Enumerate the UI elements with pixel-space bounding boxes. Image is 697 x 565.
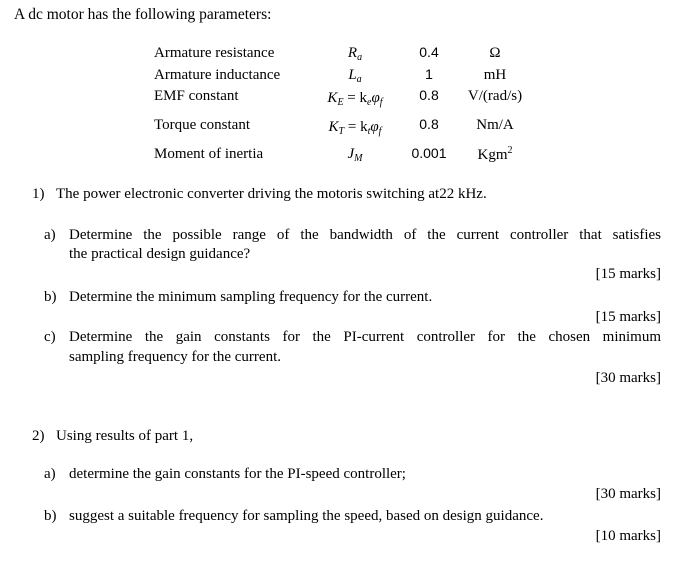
parameter-value: 0.8 [419, 116, 439, 132]
part-label: a) [44, 466, 56, 482]
marks-label: [30 marks] [595, 486, 661, 502]
parameter-symbol: $J_M$ [347, 146, 363, 164]
part-text-line: suggest a suitable frequency for sampling the speed, based on design guidance. [69, 508, 544, 524]
question-text: The power electronic converter driving the motoris switching at22 kHz. [56, 186, 487, 202]
parameter-name: Armature resistance [154, 45, 275, 61]
marks-label: [10 marks] [595, 528, 661, 544]
question-number: 1) [32, 186, 45, 202]
parameter-unit: Kgm$^2$ [477, 145, 513, 163]
intro-text: A dc motor has the following parameters: [14, 6, 272, 23]
parameter-value: 1 [425, 66, 433, 82]
parameter-symbol: $K_T = k_t\varphi_f$ [328, 119, 382, 137]
parameter-unit: V/(rad/s) [467, 88, 523, 104]
marks-label: [15 marks] [595, 266, 661, 282]
part-text-line: sampling frequency for the current. [69, 349, 281, 365]
parameter-symbol: $K_E = k_e\varphi_f$ [327, 90, 383, 108]
parameter-symbol: $R_a$ [347, 45, 363, 63]
part-label: a) [44, 227, 56, 243]
part-text-line: Determine the gain constants for the PI-current controller for the chosen minimum [69, 329, 661, 345]
part-label: c) [44, 329, 56, 345]
parameter-name: Torque constant [154, 117, 251, 133]
parameter-unit: Nm/A [476, 117, 514, 133]
parameter-symbol: $L_a$ [348, 67, 362, 85]
part-text-line: Determine the possible range of the bandwidth of the current controller that satisfies [69, 227, 661, 243]
part-text-line: Determine the minimum sampling frequency for the current. [69, 289, 433, 305]
parameter-value: 0.8 [419, 87, 439, 103]
part-label: b) [44, 289, 57, 305]
part-label: b) [44, 508, 57, 524]
question-number: 2) [32, 428, 45, 444]
parameter-name: Moment of inertia [154, 146, 264, 162]
parameter-value: 0.4 [419, 44, 439, 60]
parameter-unit: Ω [489, 45, 501, 61]
parameter-name: Armature inductance [154, 67, 281, 83]
question-text: Using results of part 1, [56, 428, 194, 444]
marks-label: [30 marks] [595, 370, 661, 386]
marks-label: [15 marks] [595, 309, 661, 325]
part-text-line: determine the gain constants for the PI-speed controller; [69, 466, 406, 482]
parameter-unit: mH [483, 67, 507, 83]
parameter-name: EMF constant [154, 88, 239, 104]
part-text-line: the practical design guidance? [69, 246, 251, 262]
parameter-value: 0.001 [411, 145, 447, 161]
